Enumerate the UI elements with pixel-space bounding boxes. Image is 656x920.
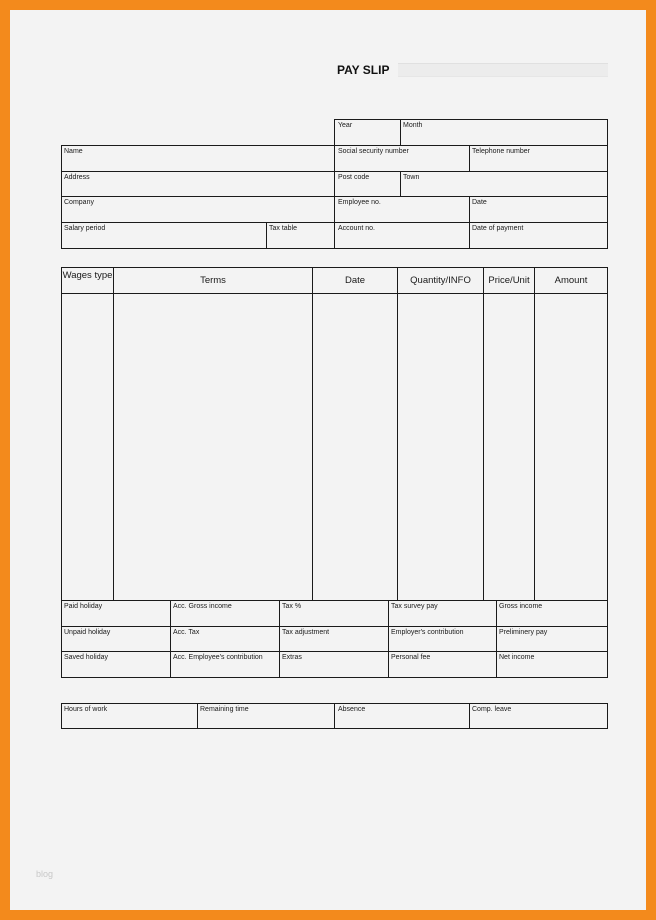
net-income-field[interactable]: Net income <box>499 654 535 661</box>
year-month-row <box>334 119 608 146</box>
paid-holiday-field[interactable]: Paid holiday <box>64 603 103 610</box>
divider <box>266 222 267 248</box>
year-field[interactable]: Year <box>338 122 353 129</box>
preliminery-pay-field[interactable]: Preliminery pay <box>499 629 548 636</box>
divider <box>469 196 470 248</box>
divider <box>61 626 608 627</box>
absence-field[interactable]: Absence <box>338 706 366 713</box>
wages-table-frame <box>61 267 608 601</box>
company-field[interactable]: Company <box>64 199 94 206</box>
watermark: blog <box>36 869 54 879</box>
tax-percent-field[interactable]: Tax % <box>282 603 302 610</box>
column-header-wages-type: Wages type <box>62 270 113 281</box>
date-field[interactable]: Date <box>472 199 487 206</box>
divider <box>483 267 484 601</box>
gross-income-field[interactable]: Gross income <box>499 603 543 610</box>
month-field[interactable]: Month <box>403 122 423 129</box>
name-field[interactable]: Name <box>64 148 83 155</box>
town-field[interactable]: Town <box>403 174 420 181</box>
employers-contribution-field[interactable]: Employer's contribution <box>391 629 464 636</box>
divider <box>334 145 335 248</box>
divider <box>469 703 470 729</box>
divider <box>534 267 535 601</box>
title-shade-bar <box>398 63 608 77</box>
remaining-time-field[interactable]: Remaining time <box>200 706 249 713</box>
summary-grid-frame <box>61 600 608 678</box>
acc-employees-contribution-field[interactable]: Acc. Employee's contribution <box>173 654 263 661</box>
hours-of-work-field[interactable]: Hours of work <box>64 706 108 713</box>
comp-leave-field[interactable]: Comp. leave <box>472 706 512 713</box>
divider <box>397 267 398 601</box>
extras-field[interactable]: Extras <box>282 654 302 661</box>
column-header-date: Date <box>344 275 366 286</box>
column-header-terms: Terms <box>200 275 226 286</box>
divider <box>197 703 198 729</box>
address-field[interactable]: Address <box>64 174 90 181</box>
column-header-quantity-info: Quantity/INFO <box>410 275 471 286</box>
account-no-field[interactable]: Account no. <box>338 225 375 232</box>
divider <box>496 600 497 678</box>
divider <box>334 703 335 729</box>
acc-gross-income-field[interactable]: Acc. Gross income <box>173 603 232 610</box>
divider <box>279 600 280 678</box>
saved-holiday-field[interactable]: Saved holiday <box>64 654 108 661</box>
divider <box>388 600 389 678</box>
social-security-number-field[interactable]: Social security number <box>338 148 409 155</box>
tax-table-field[interactable]: Tax table <box>269 225 298 232</box>
column-header-price-unit: Price/Unit <box>488 275 530 286</box>
divider <box>400 171 401 196</box>
personal-fee-field[interactable]: Personal fee <box>391 654 431 661</box>
column-header-amount: Amount <box>554 275 588 286</box>
divider <box>170 600 171 678</box>
salary-period-field[interactable]: Salary period <box>64 225 106 232</box>
table-header-rule <box>61 293 608 294</box>
acc-tax-field[interactable]: Acc. Tax <box>173 629 200 636</box>
unpaid-holiday-field[interactable]: Unpaid holiday <box>64 629 111 636</box>
divider <box>312 267 313 601</box>
divider <box>113 267 114 601</box>
telephone-number-field[interactable]: Telephone number <box>472 148 530 155</box>
divider <box>61 651 608 652</box>
page-title: PAY SLIP <box>337 63 390 77</box>
divider <box>400 119 401 146</box>
post-code-field[interactable]: Post code <box>338 174 370 181</box>
tax-survey-pay-field[interactable]: Tax survey pay <box>391 603 438 610</box>
tax-adjustment-field[interactable]: Tax adjustment <box>282 629 330 636</box>
divider <box>469 145 470 171</box>
date-of-payment-field[interactable]: Date of payment <box>472 225 524 232</box>
employee-no-field[interactable]: Employee no. <box>338 199 381 206</box>
